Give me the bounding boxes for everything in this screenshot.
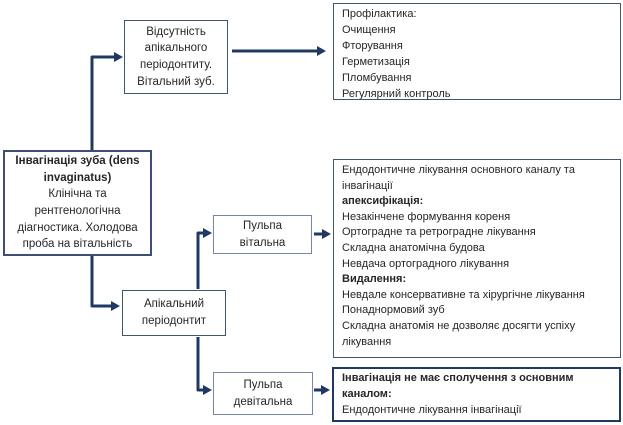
connector-root-to-apical-periodontitis bbox=[92, 256, 112, 306]
vital-tooth-box bbox=[124, 20, 228, 94]
treatment-line: Ендодонтичне лікування основного каналу та інвагінації bbox=[342, 164, 575, 192]
root-diagnosis-title: Інвагінація зуба (dens invaginatus) bbox=[15, 154, 140, 184]
connector-apical-to-devital-pulp bbox=[198, 337, 204, 390]
devital-treatment-body: Ендодонтичне лікування інвагінації bbox=[342, 403, 522, 416]
treatment-line: Складна анатомія не дозволяє досягти успіху лікування bbox=[342, 320, 576, 348]
root-diagnosis-body: Клінічна та рентгенологічна діагностика. Холодова проба на вітальність bbox=[17, 188, 138, 251]
connector-root-to-vital-tooth bbox=[92, 57, 115, 150]
devital-treatment-title: Інвагінація не має сполучення з основним каналом: bbox=[342, 372, 574, 400]
devital-treatment-box bbox=[332, 367, 621, 422]
treatment-line-extraction: Видалення: bbox=[342, 273, 407, 286]
treatment-line: Невдача ортоградного лікування bbox=[342, 257, 510, 270]
treatment-line: Понаднормовий зуб bbox=[342, 304, 445, 317]
treatment-line: Ортоградне та ретроградне лікування bbox=[342, 226, 536, 239]
prophylaxis-item: Регулярний контроль bbox=[342, 87, 451, 100]
prophylaxis-item: Герметизація bbox=[342, 55, 410, 68]
prophylaxis-title: Профілактика: bbox=[342, 8, 417, 20]
root-diagnosis-box bbox=[3, 150, 152, 256]
prophylaxis-box bbox=[333, 3, 621, 100]
treatment-line-apexification: апексифікація: bbox=[342, 195, 424, 208]
devital-pulp-box bbox=[213, 372, 313, 415]
vital-pulp-box bbox=[213, 215, 312, 254]
prophylaxis-item: Фторування bbox=[342, 39, 403, 52]
vital-treatment-box bbox=[333, 159, 621, 358]
prophylaxis-item: Очищення bbox=[342, 23, 396, 36]
prophylaxis-item: Пломбування bbox=[342, 71, 412, 84]
apical-periodontitis-text: Апікальний періодонтит bbox=[141, 298, 207, 327]
treatment-line: Складна анатомічна будова bbox=[342, 242, 485, 255]
vital-pulp-text: Пульпа вітальна bbox=[239, 219, 286, 249]
connector-apical-to-vital-pulp bbox=[198, 233, 204, 289]
treatment-line: Невдале консервативне та хірургічне лікування bbox=[342, 288, 585, 301]
apical-periodontitis-box bbox=[122, 290, 226, 336]
devital-pulp-text: Пульпа девітальна bbox=[233, 378, 293, 408]
vital-tooth-text: Відсутність апікального періодонтиту. Вітальний зуб. bbox=[137, 25, 215, 88]
treatment-line: Незакінчене формування кореня bbox=[342, 210, 511, 223]
